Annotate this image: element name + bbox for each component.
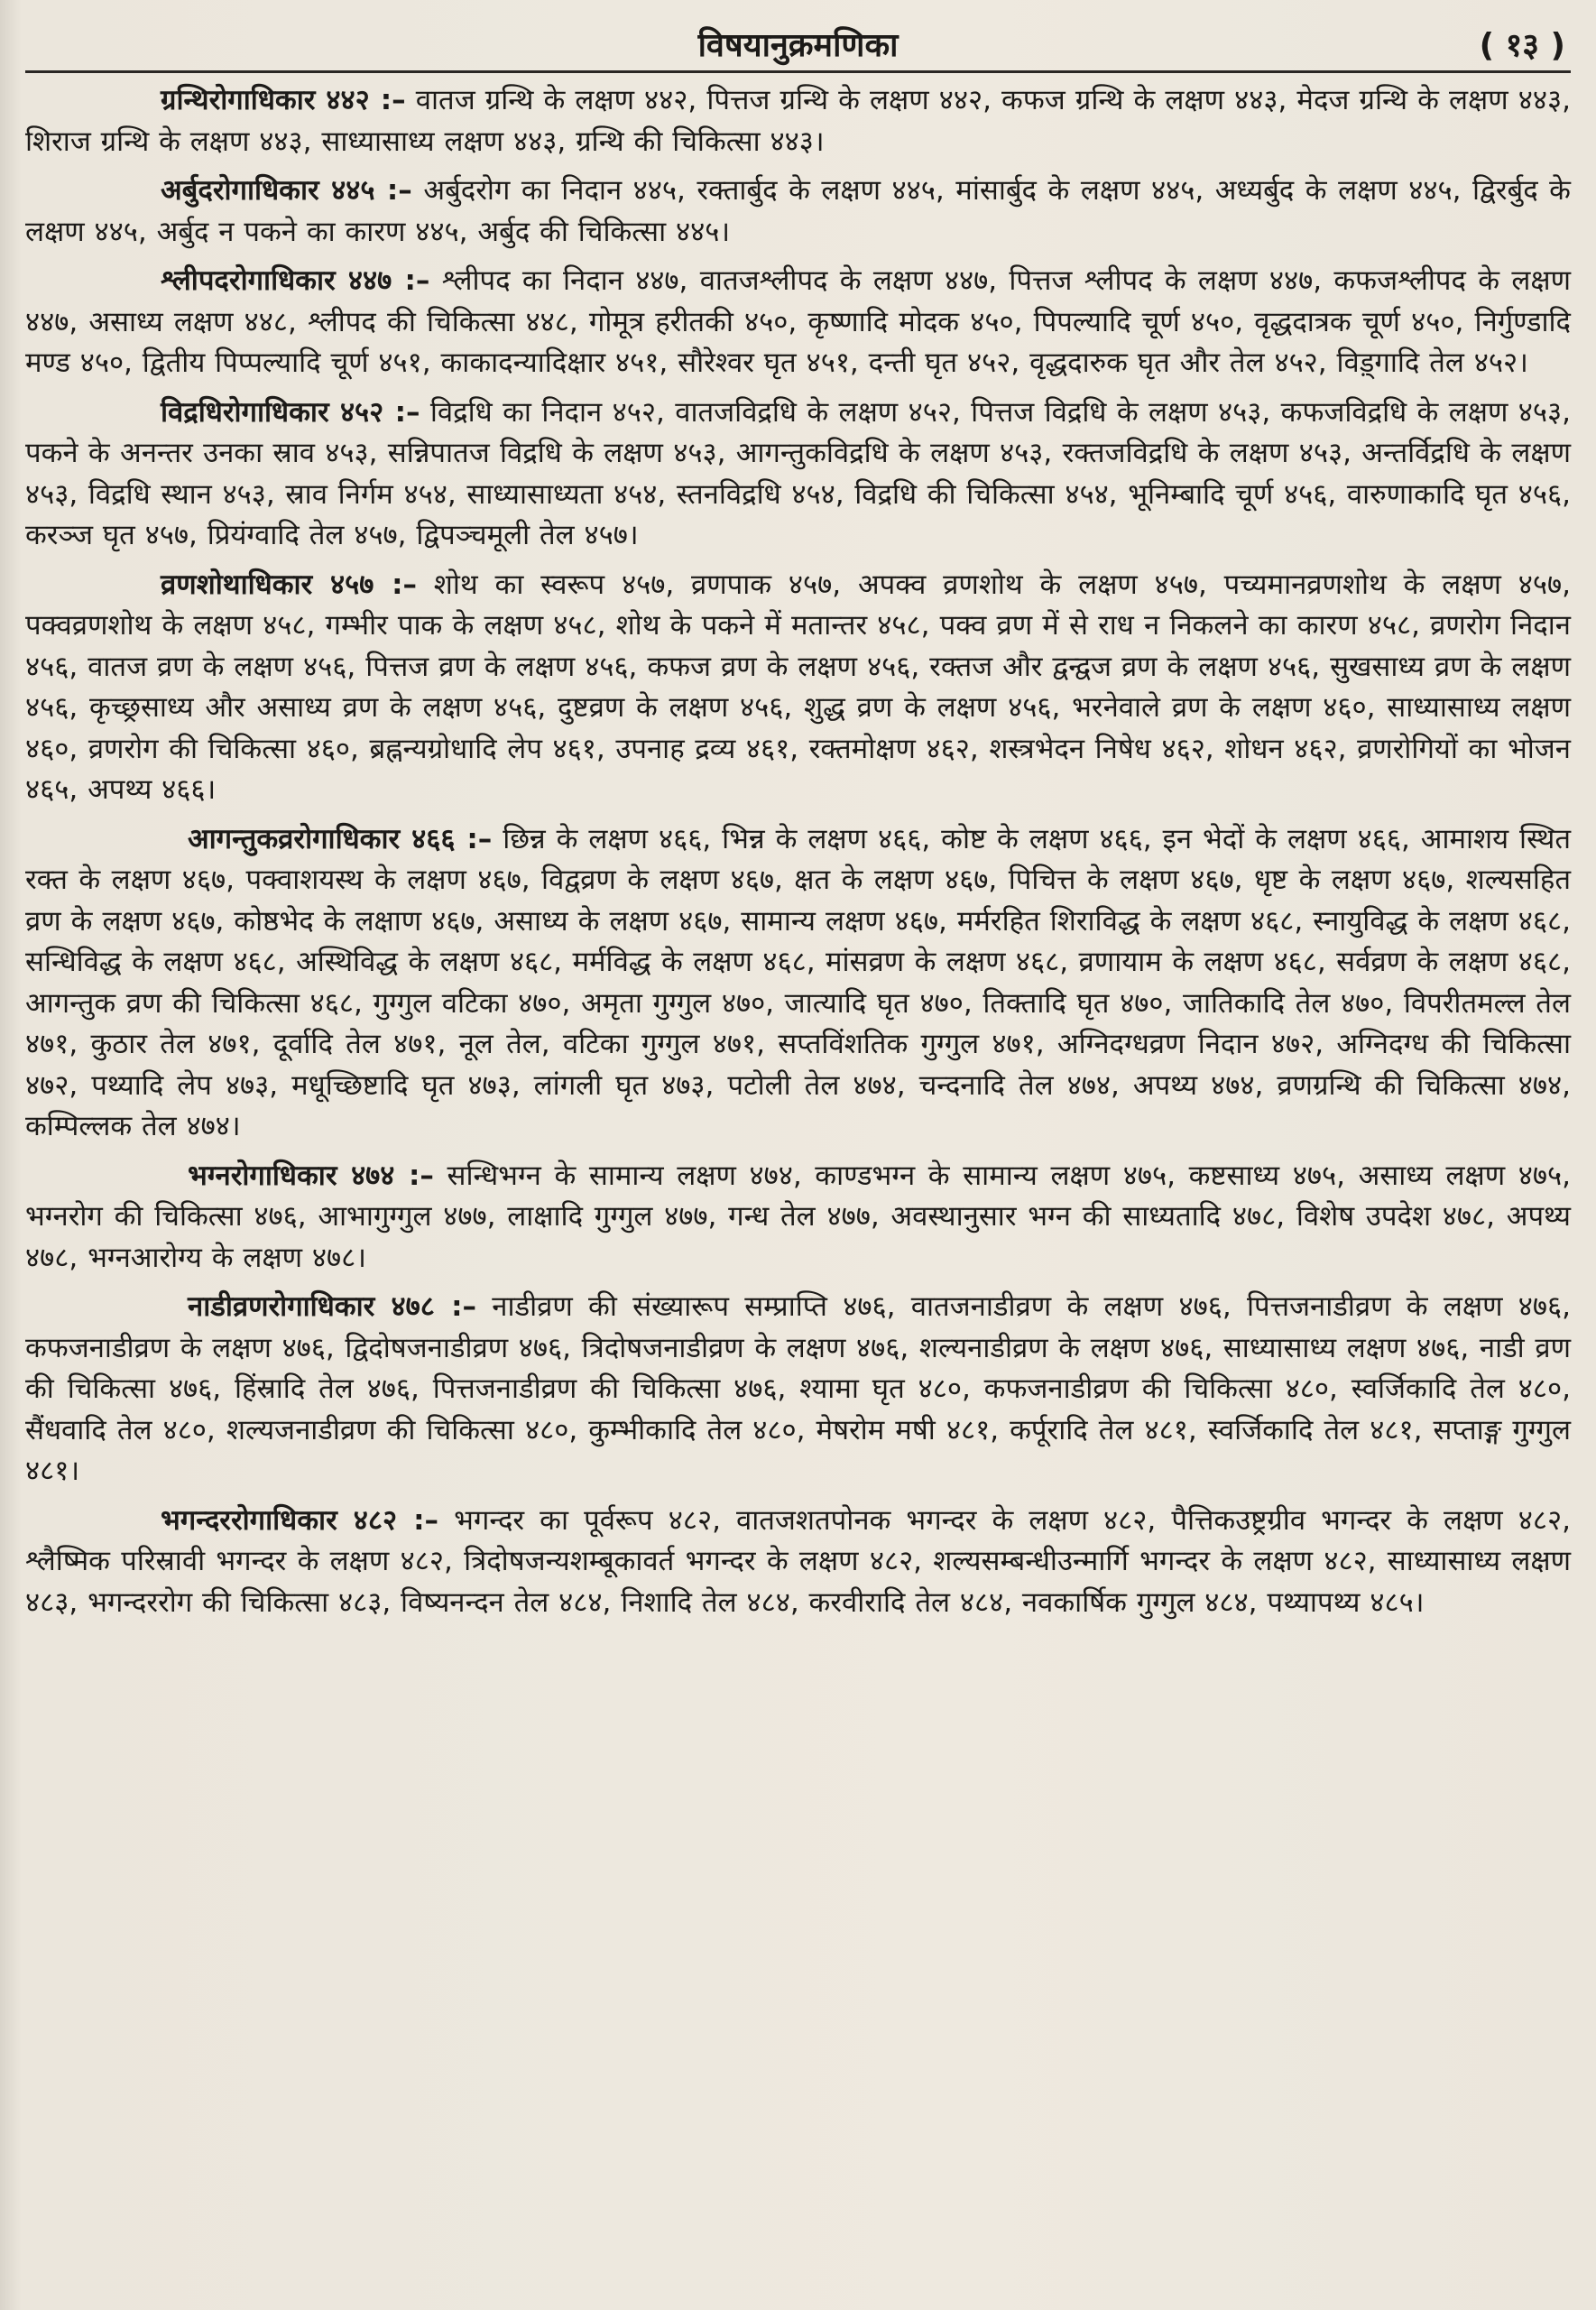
index-entry-arbuda [25,171,1571,253]
page-number: ( १३ ) [1479,27,1565,64]
section-heading: व्रणशोथाधिकार ४५७ :– [161,568,417,601]
section-heading: श्लीपदरोगाधिकार ४४७ :– [161,264,430,297]
page-title: विषयानुक्रमणिका [697,27,899,64]
section-heading: विद्रधिरोगाधिकार ४५२ :– [161,395,420,429]
section-text: भगन्दर का पूर्वरूप ४८२, वातजशतपोनक भगन्दर के लक्षण ४८२, पैत्तिकउष्ट्रग्रीव भगन्दर के लक्षण ४८२, श्लैष्मिक परिस्रावी भगन्दर के लक्षण ४८२, त्रिदोषजन्यशम्बूकावर्त भगन्दर के लक्षण ४८२, शल्यसम्बन्धीउन्मार्गि भगन्दर के लक्षण ४८२, साध्यासाध्य लक्षण ४८३, भगन्दररोग की चिकित्सा ४८३, विष्यनन्दन तेल ४८४, निशादि तेल ४८४, करवीरादि तेल ४८४, नवकार्षिक गुग्गुल ४८४, पथ्यापथ्य ४८५। [25,1503,1571,1619]
index-content [25,80,1571,1623]
index-entry-agantuka [25,819,1571,1148]
section-heading: अर्बुदरोगाधिकार ४४५ :– [161,174,412,207]
section-heading: भगन्दररोगाधिकार ४८२ :– [161,1503,439,1537]
section-text: सन्धिभग्न के सामान्य लक्षण ४७४, काण्डभग्न के सामान्य लक्षण ४७५, कष्टसाध्य ४७५, असाध्य लक्षण ४७५, भग्नरोग की चिकित्सा ४७६, आभागुग्गुल ४७७, लाक्षादि गुग्गुल ४७७, गन्ध तेल ४७७, अवस्थानुसार भग्न की साध्यतादि ४७८, विशेष उपदेश ४७८, अपथ्य ४७८, भग्नआरोग्य के लक्षण ४७८। [25,1159,1572,1274]
section-heading: आगन्तुकव्ररोगाधिकार ४६६ :– [188,822,493,855]
section-text: छिन्न के लक्षण ४६६, भिन्न के लक्षण ४६६, कोष्ट के लक्षण ४६६, इन भेदों के लक्षण ४६६, आमाशय स्थित रक्त के लक्षण ४६७, पक्वाशयस्थ के लक्षण ४६७, विद्वव्रण के लक्षण ४६७, क्षत के लक्षण ४६७, पिचित्त के लक्षण ४६७, धृष्ट के लक्षण ४६७, शल्यसहित व्रण के लक्षण ४६७, कोष्ठभेद के लक्षाण ४६७, असाध्य के लक्षण ४६७, सामान्य लक्षण ४६७, मर्मरहित शिराविद्ध के लक्षण ४६८, स्नायुविद्ध के लक्षण ४६८, सन्धिविद्ध के लक्षण ४६८, अस्थिविद्ध के लक्षण ४६८, मर्मविद्ध के लक्षण ४६८, मांसव्रण के लक्षण ४६८, व्रणायाम के लक्षण ४६८, सर्वव्रण के लक्षण ४६८, आगन्तुक व्रण की चिकित्सा ४६८, गुग्गुल वटिका ४७०, अमृता गुग्गुल ४७०, जात्यादि घृत ४७०, तिक्तादि घृत ४७०, जातिकादि तेल ४७०, विपरीतमल्ल तेल ४७१, कुठार तेल ४७१, दूर्वादि तेल ४७१, नूल तेल, वटिका गुग्गुल ४७१, सप्तविंशतिक गुग्गुल ४७१, अग्निदग्धव्रण निदान ४७२, अग्निदग्ध की चिकित्सा ४७२, पथ्यादि लेप ४७३, मधूच्छिष्टादि घृत ४७३, लांगली घृत ४७३, पटोली तेल ४७४, चन्दनादि तेल ४७४, अपथ्य ४७४, व्रणग्रन्थि की चिकित्सा ४७४, कम्पिल्लक तेल ४७४। [25,822,1571,1142]
index-entry-shlipada [25,261,1571,384]
index-entry-vranashotha [25,565,1571,811]
index-entry-bhagna [25,1156,1571,1280]
section-text: श्लीपद का निदान ४४७, वातजश्लीपद के लक्षण ४४७, पित्तज श्लीपद के लक्षण ४४७, कफजश्लीपद के लक्षण ४४७, असाध्य लक्षण ४४८, श्लीपद की चिकित्सा ४४८, गोमूत्र हरीतकी ४५०, कृष्णादि मोदक ४५०, पिपल्यादि चूर्ण ४५०, वृद्धदात्रक चूर्ण ४५०, निर्गुण्डादि मण्ड ४५०, द्वितीय पिप्पल्यादि चूर्ण ४५१, काकादन्यादिक्षार ४५१, सौरेश्वर घृत ४५१, दन्ती घृत ४५२, वृद्धदारुक घृत और तेल ४५२, विड़्गादि तेल ४५२। [25,264,1572,379]
section-heading: नाडीव्रणरोगाधिकार ४७८ :– [188,1290,476,1323]
section-heading: भग्नरोगाधिकार ४७४ :– [188,1159,434,1192]
index-entry-granthi [25,80,1571,162]
section-text: विद्रधि का निदान ४५२, वातजविद्रधि के लक्षण ४५२, पित्तज विद्रधि के लक्षण ४५३, कफजविद्रधि के लक्षण ४५३, पकने के अनन्तर उनका स्राव ४५३, सन्निपातज विद्रधि के लक्षण ४५३, आगन्तुकविद्रधि के लक्षण ४५३, रक्तजविद्रधि के लक्षण ४५३, अन्तर्विद्रधि के लक्षण ४५३, विद्रधि स्थान ४५३, स्राव निर्गम ४५४, साध्यासाध्यता ४५४, स्तनविद्रधि ४५४, विद्रधि की चिकित्सा ४५४, भूनिम्बादि चूर्ण ४५६, वारुणाकादि घृत ४५६, करञ्ज घृत ४५७, प्रियंग्वादि तेल ४५७, द्विपञ्चमूली तेल ४५७। [25,395,1571,551]
section-text: शोथ का स्वरूप ४५७, व्रणपाक ४५७, अपक्व व्रणशोथ के लक्षण ४५७, पच्यमानव्रणशोथ के लक्षण ४५७, पक्वव्रणशोथ के लक्षण ४५८, गम्भीर पाक के लक्षण ४५८, शोथ के पकने में मतान्तर ४५८, पक्व व्रण में से राध न निकलने का कारण ४५८, व्रणरोग निदान ४५६, वातज व्रण के लक्षण ४५६, पित्तज व्रण के लक्षण ४५६, कफज व्रण के लक्षण ४५६, रक्तज और द्वन्द्वज व्रण के लक्षण ४५६, सुखसाध्य व्रण के लक्षण ४५६, कृच्छ्रसाध्य और असाध्य व्रण के लक्षण ४५६, दुष्टव्रण के लक्षण ४५६, शुद्ध व्रण के लक्षण ४५६, भरनेवाले व्रण के लक्षण ४६०, साध्यासाध्य लक्षण ४६०, व्रणरोग की चिकित्सा ४६०, ब्रह्नन्यग्रोधादि लेप ४६१, उपनाह द्रव्य ४६१, रक्तमोक्षण ४६२, शस्त्रभेदन निषेध ४६२, शोधन ४६२, व्रणरोगियों का भोजन ४६५, अपथ्य ४६६। [25,568,1571,806]
section-text: नाडीव्रण की संख्यारूप सम्प्राप्ति ४७६, वातजनाडीव्रण के लक्षण ४७६, पित्तजनाडीव्रण के लक्षण ४७६, कफजनाडीव्रण के लक्षण ४७६, द्विदोषजनाडीव्रण ४७६, त्रिदोषजनाडीव्रण के लक्षण ४७६, शल्यनाडीव्रण के लक्षण ४७६, साध्यासाध्य लक्षण ४७६, नाडी व्रण की चिकित्सा ४७६, हिंस्रादि तेल ४७६, पित्तजनाडीव्रण की चिकित्सा ४७६, श्यामा घृत ४८०, कफजनाडीव्रण की चिकित्सा ४८०, स्वर्जिकादि तेल ४८०, सैंधवादि तेल ४८०, शल्यजनाडीव्रण की चिकित्सा ४८०, कुम्भीकादि तेल ४८०, मेषरोम मषी ४८१, कर्पूरादि तेल ४८१, स्वर्जिकादि तेल ४८१, सप्ताङ्ग गुग्गुल ४८१। [25,1290,1572,1487]
index-entry-bhagandara [25,1501,1571,1624]
section-text: वातज ग्रन्थि के लक्षण ४४२, पित्तज ग्रन्थि के लक्षण ४४२, कफज ग्रन्थि के लक्षण ४४३, मेदज ग्रन्थि के लक्षण ४४३, शिराज ग्रन्थि के लक्षण ४४३, साध्यासाध्य लक्षण ४४३, ग्रन्थि की चिकित्सा ४४३। [25,84,1571,158]
index-entry-vidradhi [25,393,1571,557]
index-entry-nadivrana [25,1287,1571,1492]
section-text: अर्बुदरोग का निदान ४४५, रक्तार्बुद के लक्षण ४४५, मांसार्बुद के लक्षण ४४५, अध्यर्बुद के लक्षण ४४५, द्विरर्बुद के लक्षण ४४५, अर्बुद न पकने का कारण ४४५, अर्बुद की चिकित्सा ४४५। [25,174,1571,248]
page-header [25,20,1571,73]
section-heading: ग्रन्थिरोगाधिकार ४४२ :– [161,84,406,116]
